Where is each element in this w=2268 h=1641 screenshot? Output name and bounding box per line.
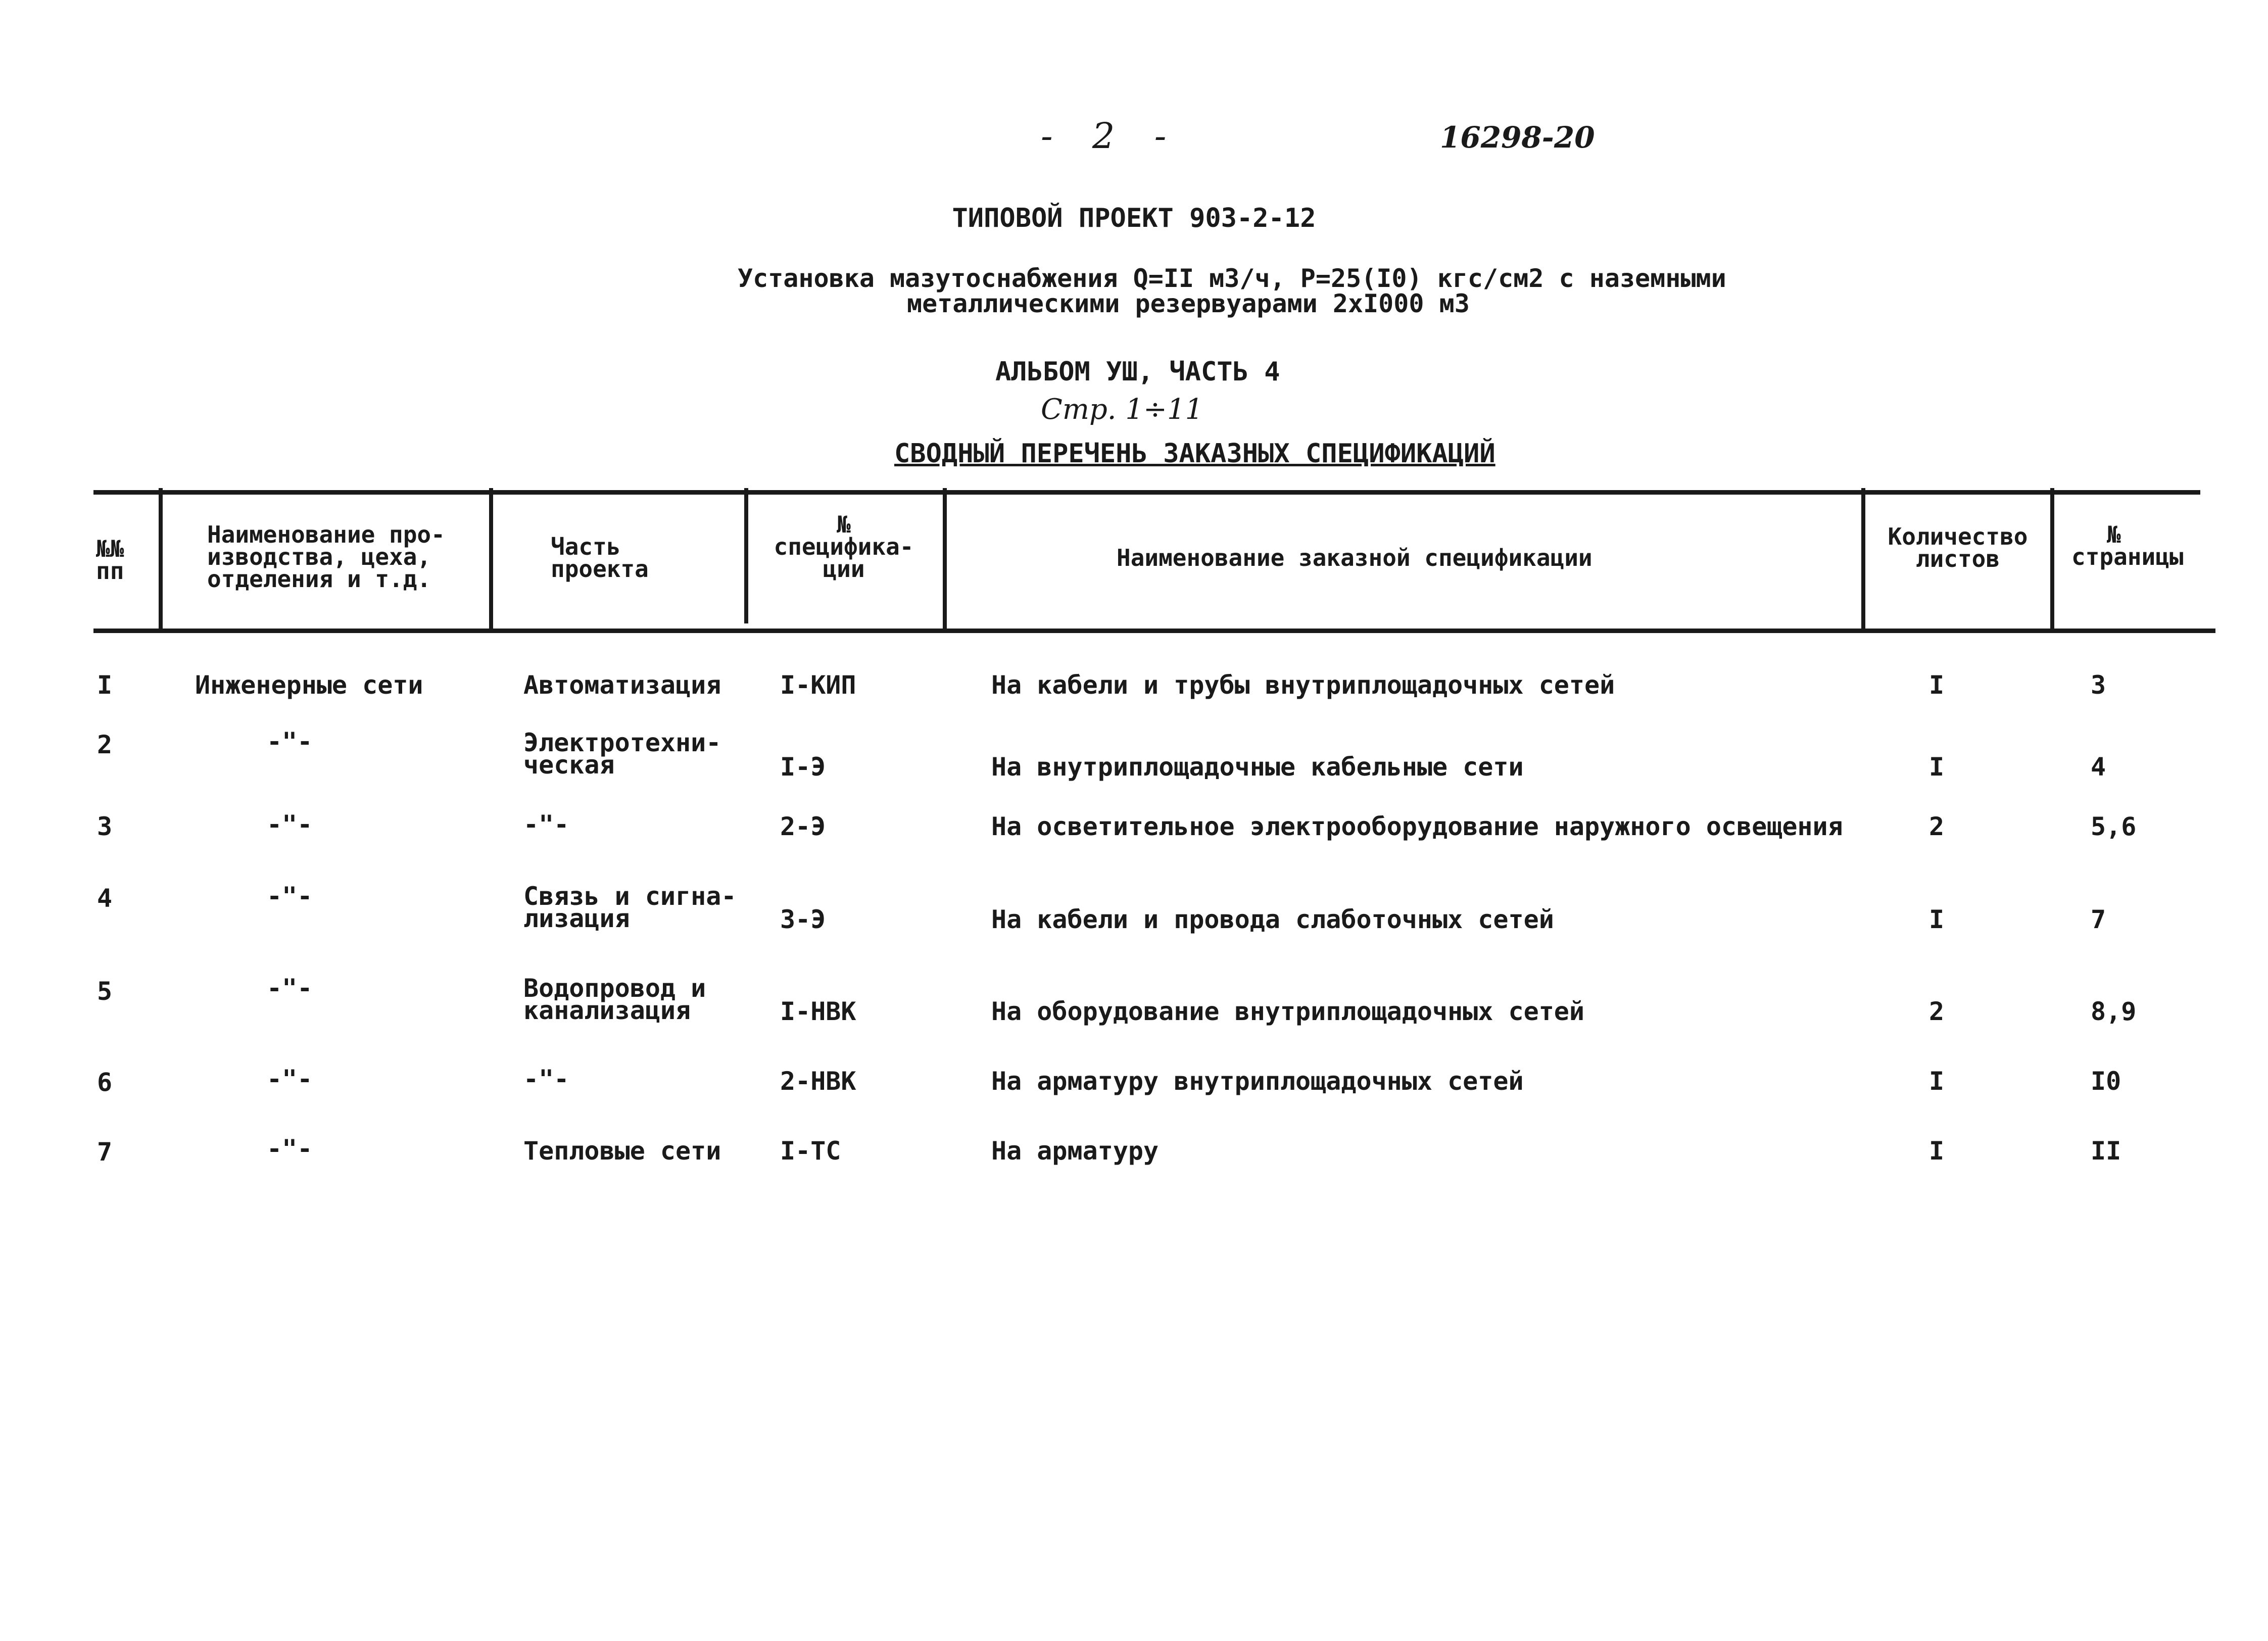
row-3-spec-name: На осветительное электрооборудование наружного освещения bbox=[991, 812, 1843, 841]
row-5-part: Водопровод и канализация bbox=[523, 974, 706, 1025]
table-top-rule bbox=[93, 490, 2200, 495]
table-header-bottom-rule bbox=[93, 629, 2215, 633]
row-7-page: II bbox=[2091, 1136, 2121, 1166]
header-production: Наименование про- изводства, цеха, отделения и т.д. bbox=[207, 521, 445, 593]
row-5-spec-name: На оборудование внутриплощадочных сетей bbox=[991, 997, 1584, 1026]
row-1-production: Инженерные сети bbox=[195, 670, 423, 700]
row-6-production: -"- bbox=[267, 1065, 313, 1094]
header-num: №№ пп bbox=[96, 535, 124, 585]
row-5-page: 8,9 bbox=[2091, 997, 2137, 1026]
row-4-num: 4 bbox=[97, 884, 113, 913]
row-5-spec-no: I-НВК bbox=[780, 997, 856, 1026]
header-spec-name: Наименование заказной спецификации bbox=[1117, 544, 1593, 571]
list-title: СВОДНЫЙ ПЕРЕЧЕНЬ ЗАКАЗНЫХ СПЕЦИФИКАЦИЙ bbox=[894, 439, 1495, 469]
row-4-spec-name: На кабели и провода слаботочных сетей bbox=[991, 905, 1554, 934]
row-4-page: 7 bbox=[2091, 905, 2106, 934]
row-3-production: -"- bbox=[267, 810, 313, 839]
header-sheet-count: Количество листов bbox=[1888, 523, 2028, 572]
row-7-production: -"- bbox=[267, 1134, 313, 1164]
row-3-part: -"- bbox=[523, 810, 569, 839]
row-3-num: 3 bbox=[97, 812, 113, 841]
project-title: ТИПОВОЙ ПРОЕКТ 903-2-12 bbox=[952, 203, 1316, 233]
row-2-production: -"- bbox=[267, 727, 313, 756]
row-3-sheets: 2 bbox=[1929, 812, 1945, 841]
column-divider bbox=[943, 488, 947, 632]
row-4-part: Связь и сигна- лизация bbox=[523, 882, 737, 933]
project-subtitle-line-1: Установка мазутоснабжения Q=II м3/ч, P=25(I0) кгс/см2 с наземными bbox=[738, 264, 1726, 293]
column-divider bbox=[1861, 488, 1865, 632]
project-subtitle-line-2: металлическими резервуарами 2xI000 м3 bbox=[907, 289, 1470, 318]
row-7-spec-name: На арматуру bbox=[991, 1136, 1159, 1166]
row-1-spec-name: На кабели и трубы внутриплощадочных сетей bbox=[991, 670, 1615, 700]
page-number: - 2 - bbox=[1041, 115, 1181, 157]
column-divider bbox=[744, 488, 748, 623]
row-6-part: -"- bbox=[523, 1065, 569, 1094]
row-1-spec-no: I-КИП bbox=[780, 670, 856, 700]
pages-range-note: Стр. 1÷11 bbox=[1041, 393, 1203, 426]
row-2-spec-no: I-Э bbox=[780, 752, 826, 782]
row-7-num: 7 bbox=[97, 1137, 113, 1167]
row-5-num: 5 bbox=[97, 977, 113, 1006]
row-1-page: 3 bbox=[2091, 670, 2106, 700]
header-spec-number: № спецификa- ции bbox=[774, 511, 914, 583]
row-7-part: Тепловые сети bbox=[523, 1136, 721, 1166]
album-part-label: АЛЬБОМ УШ, ЧАСТЬ 4 bbox=[995, 357, 1280, 387]
row-6-num: 6 bbox=[97, 1068, 113, 1097]
row-2-part: Электротехни- ческая bbox=[523, 728, 721, 780]
row-2-sheets: I bbox=[1929, 752, 1945, 782]
row-4-sheets: I bbox=[1929, 905, 1945, 934]
row-5-production: -"- bbox=[267, 974, 313, 1003]
row-6-page: I0 bbox=[2091, 1067, 2121, 1096]
row-1-part: Автоматизация bbox=[523, 670, 721, 700]
column-divider bbox=[2050, 488, 2054, 632]
row-4-spec-no: 3-Э bbox=[780, 905, 826, 934]
row-7-sheets: I bbox=[1929, 1136, 1945, 1166]
row-7-spec-no: I-ТС bbox=[780, 1136, 841, 1166]
column-divider bbox=[159, 488, 163, 632]
row-1-num: I bbox=[97, 670, 113, 700]
row-4-production: -"- bbox=[267, 882, 313, 911]
document-code: 16298-20 bbox=[1440, 120, 1595, 155]
header-page: № страницы bbox=[2071, 521, 2184, 570]
row-3-page: 5,6 bbox=[2091, 812, 2137, 841]
row-1-sheets: I bbox=[1929, 670, 1945, 700]
column-divider bbox=[489, 488, 493, 632]
row-6-sheets: I bbox=[1929, 1067, 1945, 1096]
header-project-part: Часть проекта bbox=[551, 533, 649, 583]
row-3-spec-no: 2-Э bbox=[780, 812, 826, 841]
row-6-spec-name: На арматуру внутриплощадочных сетей bbox=[991, 1067, 1524, 1096]
row-2-page: 4 bbox=[2091, 752, 2106, 782]
row-2-num: 2 bbox=[97, 730, 113, 759]
row-5-sheets: 2 bbox=[1929, 997, 1945, 1026]
row-6-spec-no: 2-НВК bbox=[780, 1067, 856, 1096]
row-2-spec-name: На внутриплощадочные кабельные сети bbox=[991, 752, 1524, 782]
